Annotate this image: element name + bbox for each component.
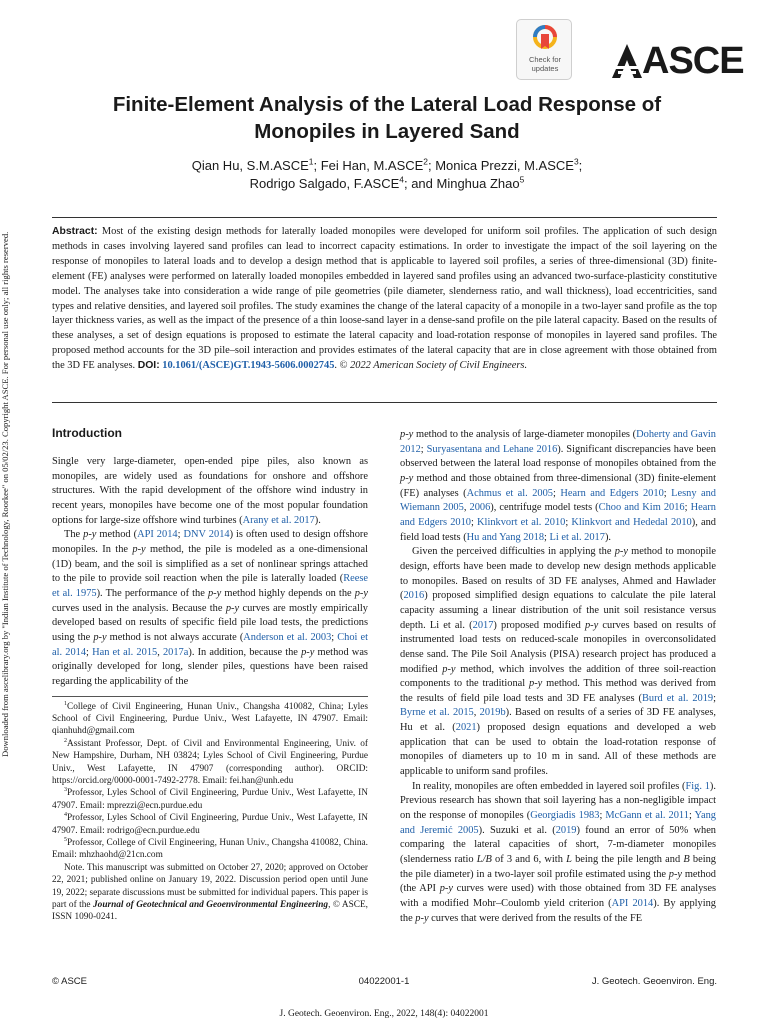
citation-link[interactable]: 2017a xyxy=(162,646,189,658)
doi-link[interactable]: 10.1061/(ASCE)GT.1943-5606.0002745 xyxy=(162,360,335,372)
italic-term: p-y xyxy=(225,602,240,614)
italic-term: p-y xyxy=(614,546,628,558)
right-column xyxy=(400,428,716,926)
citation-link[interactable]: API 2014 xyxy=(137,529,178,541)
text: ; xyxy=(470,516,478,528)
footnote-text: College of Civil Engineering, Hunan Univ., Changsha 410082, China; Lyles School of Civil Engineering, Purdue Univ., West Lafayette, IN 47907. Email: qianhuhd@gmail.com xyxy=(52,701,368,737)
citation-link[interactable]: Lesny and Wiemann 2005 xyxy=(400,487,716,514)
footer-page-id: 04022001-1 xyxy=(358,976,410,987)
left-column xyxy=(52,425,368,924)
italic-term: L/B xyxy=(476,854,492,866)
text: ). Significant discrepancies have been observed between the lateral load response of monopiles obtained from the xyxy=(400,443,716,470)
badge-line-2: updates xyxy=(531,64,559,73)
text: method, the pile is modeled as a one-dimensional (1D) beam, and the soil is simplified as a set of nonlinear springs attached to the pile to provide soil reaction when the pile is laterally loaded ( xyxy=(52,543,368,585)
text: ; xyxy=(663,487,672,499)
abstract xyxy=(52,225,717,374)
copyright-notice: 2022 American Society of Civil Engineers. xyxy=(347,360,528,372)
text: ). Previous research has shown that soil layering has a non-negligible impact on the response of monopiles ( xyxy=(400,780,716,822)
text: ; xyxy=(177,529,184,541)
citation-link[interactable]: Choo and Kim 2016 xyxy=(598,502,685,514)
footnote-marker: 3 xyxy=(64,787,68,794)
text: , xyxy=(463,502,470,514)
note-text: Note. This manuscript was submitted on October 27, 2020; approved on October 22, 2021; published online on January 19, 2022. Discussion period open until June 19, 2022; separate discussions must be submitted for individual papers. This paper is part of the xyxy=(52,862,368,910)
text: ) proposed design equations and developed a web application that can be used to obtain the load-rotation response of monopiles of diameters up to 10 m in sand. All of these methods are applicable to uniform sand profiles. xyxy=(400,722,716,778)
footnote-text: Professor, Lyles School of Civil Engineering, Purdue Univ., West Lafayette, IN 47907. Email: mprezzi@ecn.purdue.edu xyxy=(52,788,368,811)
footnote-marker: 5 xyxy=(64,836,68,843)
text: ; xyxy=(331,631,338,643)
text: of 3 and 6, with xyxy=(491,854,567,866)
text: The xyxy=(64,529,84,541)
citation-link[interactable]: Choi et al. 2014 xyxy=(52,631,368,658)
italic-term: B xyxy=(683,854,690,866)
citation-link[interactable]: Hearn and Edgers 2010 xyxy=(400,502,716,528)
citation-link[interactable]: Georgiadis 1983 xyxy=(530,810,600,822)
text: being the pile length and xyxy=(571,854,684,866)
italic-term: p-y xyxy=(442,663,456,675)
download-notice-sidebar: Downloaded from ascelibrary.org by "Indian Institute of Technology, Roorkee" on 05/02/23. Copyright ASCE. For personal use only; all rights reserved. xyxy=(0,231,10,757)
intro-paragraph-2 xyxy=(52,528,368,689)
italic-term: p-y xyxy=(415,912,429,924)
footnote-1 xyxy=(52,701,368,738)
footnote-text: Assistant Professor, Dept. of Civil and Environmental Engineering, Univ. of New Hampshire, Durham, NH 03824; Lyles School of Civil Engineering, Purdue Univ., West Lafayette, IN 47907 (corresponding author). ORCID: https://orcid.org/0000-0001-7492-2778. Email: fei.han@unh.edu xyxy=(52,738,368,786)
text: ) is often used to design offshore monopiles. In the xyxy=(52,529,368,555)
footer-journal: J. Geotech. Geoenviron. Eng. xyxy=(591,976,717,987)
author-1-affil: 1 xyxy=(308,156,314,167)
text: In reality, monopiles are often embedded in layered soil profiles ( xyxy=(412,780,686,792)
footnote-marker: 2 xyxy=(64,737,68,744)
text: , xyxy=(473,707,480,719)
asce-logo-mark-icon xyxy=(612,44,642,78)
text: method to the analysis of large-diameter monopiles ( xyxy=(413,429,637,440)
title-line-1: Finite-Element Analysis of the Lateral Load Response of xyxy=(112,93,662,116)
text: ; xyxy=(86,646,93,658)
text: ). xyxy=(314,514,321,526)
paper-title xyxy=(60,91,714,145)
badge-line-1: Check for xyxy=(528,55,562,64)
text: curves based on results of instrumented load tests on reduced-scale monopiles in overconsolidated dense sand. The Pile Soil Analysis (PISA) research project has produced a modified xyxy=(400,619,716,675)
author-3-affil: 3 xyxy=(573,156,579,167)
citation-link[interactable]: 2017 xyxy=(472,619,494,631)
text: ; xyxy=(713,692,716,704)
text: ; xyxy=(553,487,561,499)
section-heading-introduction: Introduction xyxy=(52,426,122,440)
citation-link[interactable]: Han et al. 2015 xyxy=(92,646,158,658)
text: ; xyxy=(688,810,695,822)
text: curves were used) with those obtained from 3D FE analyses with a modified Mohr–Coulomb yield criterion ( xyxy=(400,883,716,909)
text: ). Suzuki et al. ( xyxy=(478,824,556,836)
citation-link[interactable]: 2016 xyxy=(403,590,425,602)
citation-link[interactable]: Reese et al. 1975 xyxy=(52,573,368,599)
text: method. This method was derived from the results of field pile load tests and 3D FE analyses ( xyxy=(400,678,716,704)
text: ; xyxy=(420,443,427,455)
text: being the pile diameter) in a two-layer soil profile estimated using the xyxy=(400,854,716,880)
footnote-5 xyxy=(52,837,368,862)
footnote-3 xyxy=(52,787,368,812)
citation-link[interactable]: Arany et al. 2017 xyxy=(242,514,315,526)
author-5-affil: 5 xyxy=(519,174,525,185)
author-4: Rodrigo Salgado, F.ASCE xyxy=(249,176,400,191)
citation-link[interactable]: 2019b xyxy=(479,707,506,719)
text: , xyxy=(157,646,163,658)
text: method was originally developed for long, slender piles, questions have been raised regarding the applicability of the xyxy=(52,646,368,687)
text: ; xyxy=(599,810,606,822)
page-citation: J. Geotech. Geoenviron. Eng., 2022, 148(4): 04022001 xyxy=(279,1009,489,1019)
text: ). Based on results of a series of 3D FE analyses, Hu et al. ( xyxy=(400,707,717,734)
author-list xyxy=(100,157,674,193)
author-separator: ; xyxy=(578,158,583,173)
footnote-2 xyxy=(52,738,368,788)
text: method and those obtained from three-dimensional (3D) finite-element (FE) analyses ( xyxy=(400,472,716,499)
figure-link[interactable]: Fig. 1 xyxy=(685,780,710,792)
right-paragraph-3 xyxy=(400,780,716,927)
italic-term: p-y xyxy=(132,543,146,555)
italic-term: p-y xyxy=(354,587,369,599)
text: Single very large-diameter, open-ended pipe piles, also known as monopiles, are widely used as foundations for onshore and offshore structures. With the rapid development of the offshore wind industry in recent years, monopiles have become one of the most popular foundation options for large-size offshore wind turbines ( xyxy=(52,456,368,526)
italic-term: p-y xyxy=(83,529,97,541)
italic-term: p-y xyxy=(301,646,315,658)
citation-link[interactable]: Klinkvort et al. 2010 xyxy=(477,516,566,528)
text: ) proposed simplified design equations to calculate the pile lateral capacity assuming a linear distribution of the unit soil resistance versus depth. Li et al. ( xyxy=(400,590,716,631)
italic-term: L xyxy=(566,854,572,866)
citation-link[interactable]: Yang and Jeremić 2005 xyxy=(400,810,716,836)
text: method to monopile design, efforts have been made to develop new design methods applicable to monopiles. Based on results of 3D FE analyses, Ahmed and Hawlader ( xyxy=(400,546,716,602)
footnote-rule xyxy=(52,696,368,697)
citation-link[interactable]: Suryasentana and Lehane 2016 xyxy=(426,443,558,455)
citation-link[interactable]: Hearn and Edgers 2010 xyxy=(560,487,664,499)
text: Given the perceived difficulties in applying the xyxy=(412,546,615,558)
italic-term: p-y xyxy=(668,868,683,880)
citation-link[interactable]: Byrne et al. 2015 xyxy=(400,707,474,719)
abstract-bottom-rule xyxy=(52,402,717,403)
text: ), and field load tests ( xyxy=(400,516,716,543)
author-2-affil: 2 xyxy=(423,156,428,167)
text: ). The performance of the xyxy=(96,587,208,599)
text: ). xyxy=(604,531,611,543)
right-paragraph-1 xyxy=(400,428,716,545)
citation-link[interactable]: 2021 xyxy=(455,722,477,734)
note-text: , © ASCE, ISSN 1090-0241. xyxy=(52,900,368,923)
asce-logo-text: ASCE xyxy=(642,40,744,82)
abstract-body: Most of the existing design methods for laterally loaded monopiles were developed for uniform soil profiles. The application of such design methods in cases involving layered sand profiles can lead to incorrect capacity estimations. In order to investigate the impact of the soil layering on the response of monopiles to lateral loads and to develop a design method that is applicable to layered soil profiles, a series of three-dimensional (3D) finite-element (FE) analyses were performed on laterally loaded monopiles embedded in layered sand profiles using an advanced two-surface-plasticity constitutive model. The analyses take into consideration a wide range of pile geometries (pile diameter, slenderness ratio, and wall thickness), load eccentricities, sand types and relative densities, and layered soil profiles. The study examines the change of the lateral capacity of a monopile in a two-layer sand profile as the top layer thickness varies, as well as the impact of the presence of a thin loose-sand layer in a dense-sand profile on the pile lateral capacity. Based on the results of these analyses, a set of design equations is proposed to estimate the lateral capacity and load-rotation response of monopiles in layered sand profiles. The proposed method accounts for the 3D pile–soil interaction and provides estimates of the lateral capacity that are in close agreement with those obtained from the 3D FE analyses. xyxy=(52,226,717,372)
citation-link[interactable]: 2019 xyxy=(555,824,577,836)
citation-link[interactable]: Burd et al. 2019 xyxy=(641,692,714,704)
text: method highly depends on the xyxy=(221,587,355,599)
citation-link[interactable]: Anderson et al. 2003 xyxy=(243,631,332,643)
italic-term: p-y xyxy=(400,472,414,484)
asce-logo xyxy=(612,42,744,84)
right-paragraph-2 xyxy=(400,545,716,780)
italic-term: p-y xyxy=(584,619,599,631)
citation-link[interactable]: Achmus et al. 2005 xyxy=(466,487,554,499)
footnote-text: Professor, Lyles School of Civil Engineering, Purdue Univ., West Lafayette, IN 47907. Email: rodrigo@ecn.purdue.edu xyxy=(52,813,368,836)
text: curves that were derived from the results of the FE xyxy=(428,912,643,924)
text: method ( xyxy=(96,529,138,541)
text: curves used in the analysis. Because the xyxy=(52,602,226,614)
citation-link[interactable]: 2006 xyxy=(469,502,491,514)
author-4-affil: 4 xyxy=(399,174,404,185)
footnote-text: Professor, College of Civil Engineering, Hunan Univ., Changsha 410082, China. Email: mhzhaohd@21cn.com xyxy=(52,837,368,861)
citation-link[interactable]: API 2014 xyxy=(611,898,654,909)
text: method is not always accurate ( xyxy=(106,631,244,643)
text: ). In addition, because the xyxy=(188,646,302,658)
citation-link[interactable]: Doherty and Gavin 2012 xyxy=(400,429,716,455)
check-updates-icon xyxy=(533,25,557,53)
abstract-label: Abstract: xyxy=(52,226,98,237)
italic-term: p-y xyxy=(93,631,107,643)
title-line-2: Monopiles in Layered Sand xyxy=(254,120,520,143)
author-3: ; Monica Prezzi, M.ASCE xyxy=(428,158,574,173)
italic-term: p-y xyxy=(207,587,222,599)
footer-copyright: © ASCE xyxy=(52,976,87,987)
citation-link[interactable]: Hu and Yang 2018 xyxy=(466,531,545,543)
citation-link[interactable]: Klinkvort and Hededal 2010 xyxy=(571,516,692,528)
author-2: ; Fei Han, M.ASCE xyxy=(313,158,424,173)
author-1: Qian Hu, S.M.ASCE xyxy=(191,158,309,173)
submission-note xyxy=(52,862,368,924)
text: ) found an error of 50% when comparing the lateral capacities of short, 7-m-diameter monopiles (slenderness ratio xyxy=(400,824,716,866)
journal-name: Journal of Geotechnical and Geoenvironmental Engineering xyxy=(93,900,329,910)
footnote-marker: 1 xyxy=(64,700,68,707)
text: ), centrifuge model tests ( xyxy=(490,502,599,514)
text: ). By applying the xyxy=(400,898,716,924)
text: curves are mostly empirically developed based on results of specific field pile load tests, the predictions using the xyxy=(52,602,368,643)
text: ; xyxy=(684,502,691,514)
footnote-marker: 4 xyxy=(64,812,68,819)
intro-paragraph-1 xyxy=(52,455,368,528)
italic-term: p-y xyxy=(400,429,414,440)
author-5: ; and Minghua Zhao xyxy=(403,176,520,191)
citation-link[interactable]: DNV 2014 xyxy=(183,529,230,541)
check-for-updates-button[interactable] xyxy=(516,19,572,80)
italic-term: p-y xyxy=(439,883,453,895)
doi-after: . © xyxy=(334,360,348,372)
text: method (the API xyxy=(400,868,716,895)
text: ; xyxy=(544,531,550,543)
text: method, which involves the addition of three soil-reaction components to the traditional xyxy=(400,663,716,690)
citation-link[interactable]: Li et al. 2017 xyxy=(549,531,605,543)
text: ) proposed modified xyxy=(493,619,585,631)
doi-label: DOI: xyxy=(137,360,160,372)
citation-link[interactable]: McGann et al. 2011 xyxy=(605,810,689,822)
text: ; xyxy=(565,516,572,528)
footnotes xyxy=(52,701,368,924)
italic-term: p-y xyxy=(529,678,543,690)
abstract-top-rule xyxy=(52,217,717,218)
footnote-4 xyxy=(52,812,368,837)
